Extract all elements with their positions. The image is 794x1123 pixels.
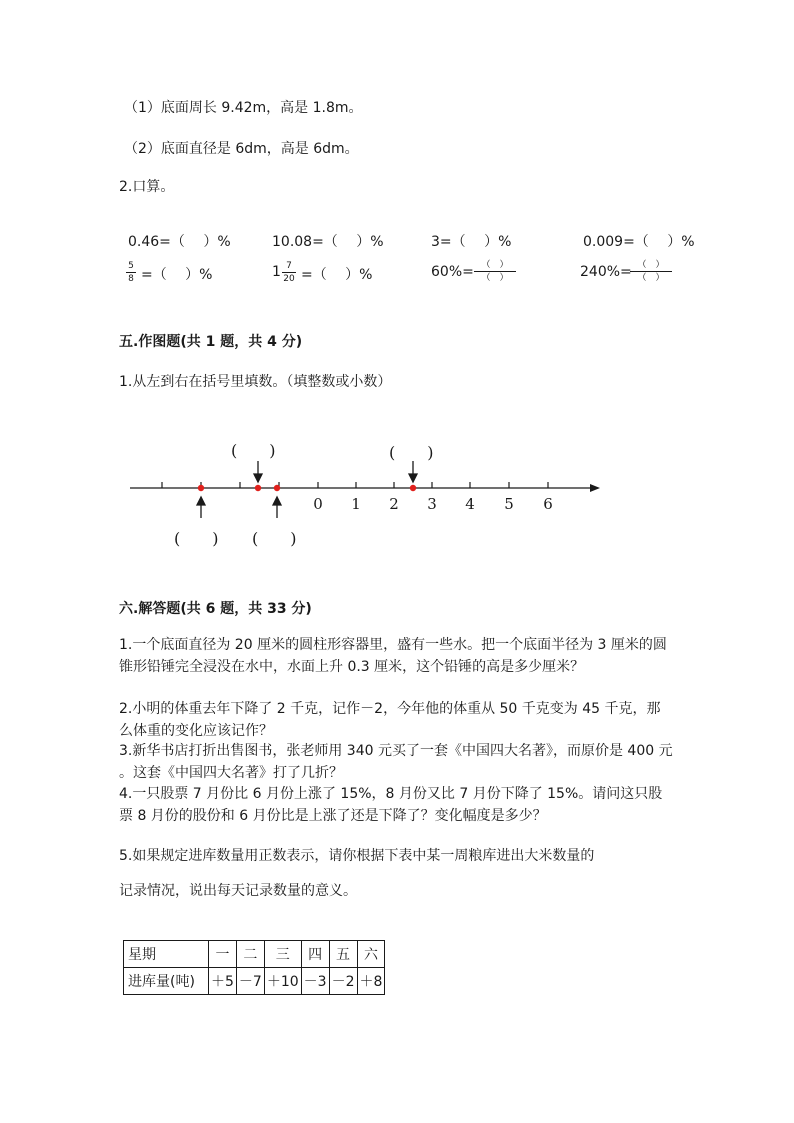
table-value: ＋5 (209, 968, 237, 995)
storage-table (123, 940, 385, 995)
calc-3: 3=（ ）% (431, 234, 512, 250)
table-day: 六 (357, 941, 385, 968)
problem-5-line2: 记录情况，说出每天记录数量的意义。 (119, 883, 357, 899)
tick-label-0: 0 (313, 495, 323, 513)
calc-8-left: 240%= (580, 264, 632, 280)
table-day: 五 (329, 941, 357, 968)
calc-5-rest: =（ ）% (141, 267, 213, 283)
table-value: ＋8 (357, 968, 385, 995)
blank-top-2: ( ) (389, 443, 434, 462)
blank-bottom-1: ( ) (174, 529, 219, 548)
calc-7-left: 60%= (431, 264, 474, 280)
item-2: （2）底面直径是 6dm，高是 6dm。 (124, 141, 359, 157)
blank-bottom-2: ( ) (252, 529, 297, 548)
table-row-label: 进库量(吨) (124, 968, 209, 995)
table-header-label: 星期 (124, 941, 209, 968)
problem-1: 1.一个底面直径为 20 厘米的圆柱形容器里，盛有一些水。把一个底面半径为 3 厘米的圆锥形铅锤完全浸没在水中，水面上升 0.3 厘米，这个铅锤的高是多少厘米？ (119, 637, 667, 675)
point-c (274, 485, 280, 491)
fraction-7-20: $\frac{7}{20}$ (283, 261, 295, 284)
calc-1: 0.46=（ ）% (128, 234, 231, 250)
table-value: －3 (301, 968, 329, 995)
mixed-whole: 1 (272, 264, 281, 280)
fraction-blank-8: （ ） （ ） (630, 260, 672, 283)
tick-label-3: 3 (427, 495, 437, 513)
problem-3: 3.新华书店打折出售图书，张老师用 340 元买了一套《中国四大名著》，而原价是 400 元 。这套《中国四大名著》打了几折？ (119, 743, 673, 781)
section5-q1: 1.从左到右在括号里填数。（填整数或小数） (119, 374, 392, 390)
table-value: －2 (329, 968, 357, 995)
point-d (410, 485, 416, 491)
q2-title: 2.口算。 (119, 179, 175, 195)
table-day: 三 (264, 941, 301, 968)
calc-2: 10.08=（ ）% (272, 234, 384, 250)
fraction-blank-7: （ ） （ ） (474, 260, 516, 283)
point-a (198, 485, 204, 491)
blank-top-1: ( ) (231, 441, 276, 460)
item-1: （1）底面周长 9.42m，高是 1.8m。 (124, 100, 363, 116)
tick-label-4: 4 (465, 495, 475, 513)
section6-heading: 六.解答题(共 6 题，共 33 分) (119, 601, 312, 617)
table-value: －7 (236, 968, 264, 995)
tick-label-5: 5 (504, 495, 514, 513)
axis-ticks (162, 482, 548, 488)
tick-label-1: 1 (351, 495, 361, 513)
axis-arrow (590, 484, 600, 492)
table-row (124, 941, 385, 968)
table-day: 二 (236, 941, 264, 968)
table-row (124, 968, 385, 995)
problem-4: 4.一只股票 7 月份比 6 月份上涨了 15%，8 月份又比 7 月份下降了 15%。请问这只股票 8 月份的股份和 6 月份比是上涨了还是下降了？变化幅度是多少？ (119, 786, 663, 824)
calc-4: 0.009=（ ）% (583, 234, 695, 250)
problem-5-line1: 5.如果规定进库数量用正数表示，请你根据下表中某一周粮库进出大米数量的 (119, 848, 595, 864)
table-day: 四 (301, 941, 329, 968)
tick-label-6: 6 (543, 495, 553, 513)
table-day: 一 (209, 941, 237, 968)
calc-6-rest: =（ ）% (301, 267, 373, 283)
problem-2: 2.小明的体重去年下降了 2 千克，记作－2，今年他的体重从 50 千克变为 45 千克，那么体重的变化应该记作？ (119, 701, 661, 739)
tick-label-2: 2 (389, 495, 399, 513)
point-b (255, 485, 261, 491)
fraction-5-8: $\frac{5}{8}$ (126, 261, 136, 284)
section5-heading: 五.作图题(共 1 题，共 4 分) (119, 334, 303, 350)
table-value: ＋10 (264, 968, 301, 995)
